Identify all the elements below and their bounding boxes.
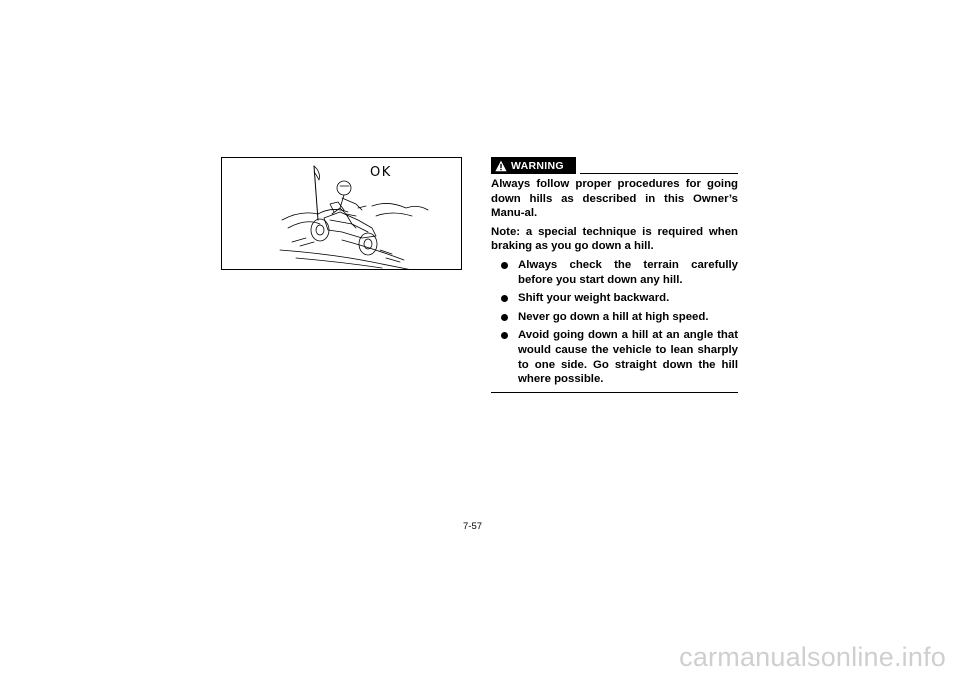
- warning-body: [491, 177, 738, 393]
- warning-paragraph: Note: a special technique is required when braking as you go down a hill.: [491, 225, 738, 253]
- bullet-dot-icon: [501, 262, 508, 269]
- list-item: [491, 310, 738, 325]
- atv-downhill-illustration: [221, 157, 462, 270]
- warning-section: [491, 157, 738, 393]
- warning-header: [491, 157, 738, 175]
- page-number: 7-57: [463, 521, 483, 532]
- warning-top-rule: [580, 173, 738, 174]
- bullet-dot-icon: [501, 332, 508, 339]
- bullet-text: Always check the terrain carefully before you start down any hill.: [518, 258, 738, 286]
- bullet-text: Never go down a hill at high speed.: [518, 310, 709, 323]
- warning-triangle-icon: [495, 160, 507, 172]
- bullet-dot-icon: [501, 295, 508, 302]
- warning-badge-label: WARNING: [511, 159, 564, 172]
- ok-label: OK: [370, 165, 392, 180]
- bullet-text: Avoid going down a hill at an angle that would cause the vehicle to lean sharply to one side. Go straight down the hill where possible.: [518, 329, 738, 386]
- warning-badge: [491, 157, 576, 174]
- warning-bullet-list: [491, 258, 738, 387]
- list-item: [491, 328, 738, 386]
- warning-paragraph: Always follow proper procedures for going down hills as described in this Owner’s Manu-al.: [491, 178, 738, 220]
- list-item: [491, 291, 738, 306]
- warning-bottom-rule: [491, 392, 738, 393]
- atv-rider-icon: [222, 158, 462, 270]
- bullet-dot-icon: [501, 314, 508, 321]
- bullet-text: Shift your weight backward.: [518, 292, 670, 305]
- list-item: [491, 258, 738, 287]
- watermark: carmanualsonline.info: [679, 642, 946, 672]
